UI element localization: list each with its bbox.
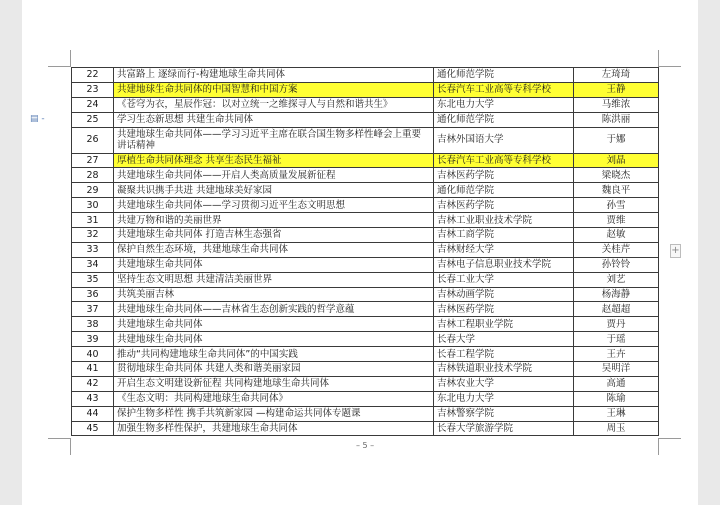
table-row [72, 168, 659, 183]
author-cell: 王琳 [574, 406, 659, 421]
row-number-cell: 33 [72, 242, 114, 257]
row-number-cell: 26 [72, 127, 114, 153]
author-cell: 贾维 [574, 213, 659, 228]
school-cell: 通化师范学院 [434, 68, 574, 83]
table-row [72, 406, 659, 421]
table-row [72, 198, 659, 213]
school-cell: 吉林农业大学 [434, 376, 574, 391]
title-cell: 推动“共同构建地球生命共同体”的中国实践 [114, 347, 434, 362]
school-cell: 通化师范学院 [434, 112, 574, 127]
table-row [72, 376, 659, 391]
author-cell: 梁晓杰 [574, 168, 659, 183]
row-number-cell: 35 [72, 272, 114, 287]
title-cell: 开启生态文明建设新征程 共同构建地球生命共同体 [114, 376, 434, 391]
row-number-cell: 27 [72, 153, 114, 168]
row-number-cell: 37 [72, 302, 114, 317]
school-cell: 长春汽车工业高等专科学校 [434, 82, 574, 97]
crop-mark-bottom-right [658, 438, 681, 455]
row-number-cell: 32 [72, 228, 114, 243]
title-cell: 共富路上 逐绿而行-构建地球生命共同体 [114, 68, 434, 83]
author-cell: 关桂芹 [574, 242, 659, 257]
title-cell: 《生态文明：共同构建地球生命共同体》 [114, 391, 434, 406]
author-cell: 杨海静 [574, 287, 659, 302]
title-cell: 共建地球生命共同体 [114, 332, 434, 347]
title-cell: 保护自然生态环境，共建地球生命共同体 [114, 242, 434, 257]
row-number-cell: 30 [72, 198, 114, 213]
row-number-cell: 23 [72, 82, 114, 97]
school-cell: 吉林医药学院 [434, 168, 574, 183]
row-number-cell: 29 [72, 183, 114, 198]
title-cell: 厚植生命共同体理念 共享生态民生福祉 [114, 153, 434, 168]
school-cell: 吉林医药学院 [434, 302, 574, 317]
table-row [72, 317, 659, 332]
title-cell: 共建万物和谐的美丽世界 [114, 213, 434, 228]
row-number-cell: 42 [72, 376, 114, 391]
author-cell: 刘艺 [574, 272, 659, 287]
school-cell: 东北电力大学 [434, 97, 574, 112]
school-cell: 长春大学旅游学院 [434, 421, 574, 436]
table-row [72, 332, 659, 347]
title-cell: 共建地球生命共同体 [114, 317, 434, 332]
row-number-cell: 31 [72, 213, 114, 228]
table-row [72, 272, 659, 287]
school-cell: 吉林外国语大学 [434, 127, 574, 153]
school-cell: 吉林铁道职业技术学院 [434, 362, 574, 377]
title-cell: 《苍穹为衣，星辰作冠：以对立统一之维探寻人与自然和谐共生》 [114, 97, 434, 112]
school-cell: 长春汽车工业高等专科学校 [434, 153, 574, 168]
title-cell: 坚持生态文明思想 共建清洁美丽世界 [114, 272, 434, 287]
school-cell: 吉林医药学院 [434, 198, 574, 213]
table-row [72, 228, 659, 243]
school-cell: 吉林财经大学 [434, 242, 574, 257]
title-cell: 共建地球生命共同体——学习习近平主席在联合国生物多样性峰会上重要讲话精神 [114, 127, 434, 153]
author-cell: 左琦琦 [574, 68, 659, 83]
table-row [72, 302, 659, 317]
author-cell: 孙铃铃 [574, 257, 659, 272]
school-cell: 吉林动画学院 [434, 287, 574, 302]
table-row [72, 287, 659, 302]
author-cell: 王卉 [574, 347, 659, 362]
school-cell: 长春工业大学 [434, 272, 574, 287]
table-row [72, 112, 659, 127]
table-row [72, 183, 659, 198]
author-cell: 陈瑜 [574, 391, 659, 406]
school-cell: 东北电力大学 [434, 391, 574, 406]
school-cell: 吉林警察学院 [434, 406, 574, 421]
title-cell: 共建地球生命共同体——学习贯彻习近平生态文明思想 [114, 198, 434, 213]
title-cell: 共建地球生命共同体——吉林省生态创新实践的哲学意蕴 [114, 302, 434, 317]
author-cell: 孙雪 [574, 198, 659, 213]
title-cell: 加强生物多样性保护，共建地球生命共同体 [114, 421, 434, 436]
title-cell: 共筑美丽吉林 [114, 287, 434, 302]
row-number-cell: 28 [72, 168, 114, 183]
author-cell: 于娜 [574, 127, 659, 153]
title-cell: 保护生物多样性 携手共筑新家园 —构建命运共同体专题课 [114, 406, 434, 421]
table-row [72, 97, 659, 112]
author-cell: 高通 [574, 376, 659, 391]
title-cell: 共建地球生命共同体——开启人类高质量发展新征程 [114, 168, 434, 183]
title-cell: 凝聚共识携手共进 共建地球美好家园 [114, 183, 434, 198]
crop-mark-top-right [658, 50, 681, 67]
school-cell: 长春工程学院 [434, 347, 574, 362]
title-cell: 学习生态新思想 共建生命共同体 [114, 112, 434, 127]
row-number-cell: 40 [72, 347, 114, 362]
author-cell: 赵超超 [574, 302, 659, 317]
school-cell: 吉林工商学院 [434, 228, 574, 243]
row-number-cell: 45 [72, 421, 114, 436]
row-number-cell: 44 [72, 406, 114, 421]
author-cell: 吴明洋 [574, 362, 659, 377]
table-row [72, 127, 659, 153]
row-number-cell: 25 [72, 112, 114, 127]
title-cell: 共建地球生命共同体 [114, 257, 434, 272]
table-row [72, 362, 659, 377]
author-cell: 陈洪丽 [574, 112, 659, 127]
table-row [72, 391, 659, 406]
row-number-cell: 38 [72, 317, 114, 332]
author-cell: 马维浓 [574, 97, 659, 112]
row-number-cell: 39 [72, 332, 114, 347]
table-row [72, 82, 659, 97]
author-cell: 刘晶 [574, 153, 659, 168]
add-row-button[interactable]: + [671, 245, 680, 256]
school-cell: 吉林工程职业学院 [434, 317, 574, 332]
author-cell: 于瑶 [574, 332, 659, 347]
row-number-cell: 43 [72, 391, 114, 406]
title-cell: 共建地球生命共同体的中国智慧和中国方案 [114, 82, 434, 97]
table-row [72, 213, 659, 228]
row-number-cell: 24 [72, 97, 114, 112]
author-cell: 贾丹 [574, 317, 659, 332]
table-row [72, 257, 659, 272]
author-cell: 魏良平 [574, 183, 659, 198]
author-cell: 周玉 [574, 421, 659, 436]
author-cell: 王静 [574, 82, 659, 97]
school-cell: 吉林电子信息职业技术学院 [434, 257, 574, 272]
roster-table-body [72, 68, 659, 436]
row-number-cell: 41 [72, 362, 114, 377]
paragraph-marker-icon[interactable]: ▤ - [30, 114, 45, 124]
row-number-cell: 34 [72, 257, 114, 272]
table-row [72, 153, 659, 168]
school-cell: 吉林工业职业技术学院 [434, 213, 574, 228]
title-cell: 贯彻地球生命共同体 共建人类和谐美丽家园 [114, 362, 434, 377]
table-row [72, 347, 659, 362]
school-cell: 长春大学 [434, 332, 574, 347]
page-number: – 5 – [356, 441, 375, 450]
crop-mark-bottom-left [48, 438, 71, 455]
school-cell: 通化师范学院 [434, 183, 574, 198]
table-row [72, 68, 659, 83]
title-cell: 共建地球生命共同体 打造吉林生态强省 [114, 228, 434, 243]
table-row [72, 242, 659, 257]
table-row [72, 421, 659, 436]
row-number-cell: 22 [72, 68, 114, 83]
author-cell: 赵敏 [574, 228, 659, 243]
row-number-cell: 36 [72, 287, 114, 302]
crop-mark-top-left [48, 50, 71, 67]
roster-table [71, 67, 659, 436]
